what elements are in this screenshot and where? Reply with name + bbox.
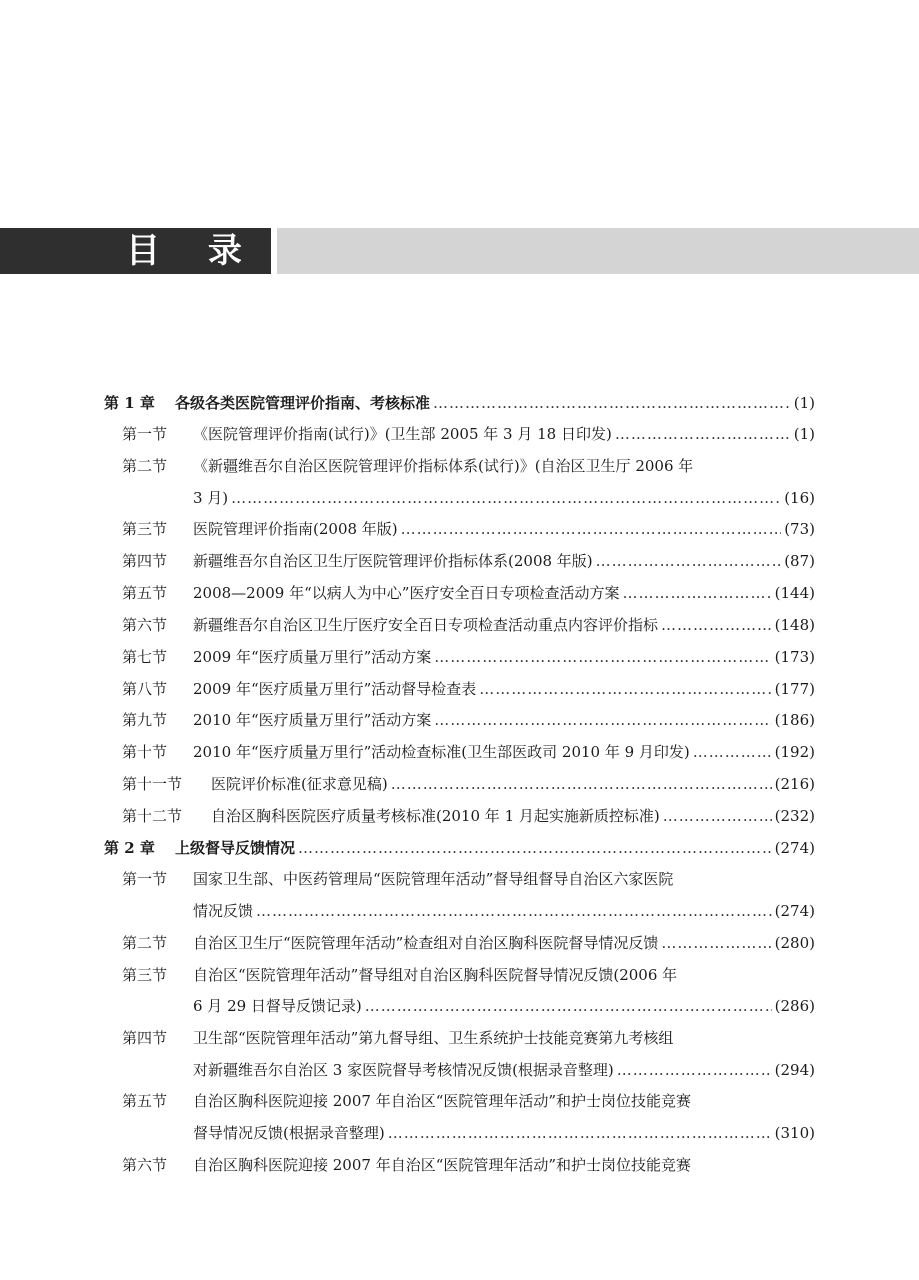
entry-title-continuation: 对新疆维吾尔自治区 3 家医院督导考核情况反馈(根据录音整理): [193, 1061, 614, 1079]
dot-leader: [693, 741, 772, 763]
dot-leader: [391, 773, 772, 795]
section-entry: [122, 614, 815, 636]
page-number: (73): [784, 520, 815, 538]
entry-label: 第八节: [122, 680, 168, 698]
entry-title: 医院评价标准(征求意见稿): [211, 775, 388, 793]
dot-leader: [663, 805, 772, 827]
dot-leader: [617, 1059, 772, 1081]
dot-leader: [231, 487, 781, 509]
dot-leader: [434, 709, 771, 731]
section-entry-continuation: [193, 900, 815, 922]
page-number: (274): [774, 839, 815, 857]
section-entry: [122, 709, 815, 731]
entry-label: 第四节: [122, 1029, 168, 1047]
entry-label: 第 2 章: [104, 839, 155, 857]
entry-title: 自治区胸科医院医疗质量考核标准(2010 年 1 月起实施新质控标准): [211, 807, 660, 825]
entry-label: 第十二节: [122, 807, 183, 825]
dot-leader: [615, 423, 791, 445]
entry-title: 各级各类医院管理评价指南、考核标准: [175, 394, 431, 412]
entry-title: 医院管理评价指南(2008 年版): [193, 520, 398, 538]
chapter-entry: [104, 837, 815, 859]
section-entry: [122, 550, 815, 572]
entry-label: 第九节: [122, 711, 168, 729]
entry-title: 2009 年“医疗质量万里行”活动督导检查表: [193, 680, 477, 698]
page-number: (173): [774, 648, 815, 666]
dot-leader: [596, 550, 782, 572]
section-entry-continuation: [193, 995, 815, 1017]
page-number: (232): [774, 807, 815, 825]
entry-title: 2010 年“医疗质量万里行”活动方案: [193, 711, 432, 729]
entry-title: 《医院管理评价指南(试行)》(卫生部 2005 年 3 月 18 日印发): [193, 425, 612, 443]
page-number: (280): [774, 934, 815, 952]
entry-label: 第七节: [122, 648, 168, 666]
page-number: (177): [774, 680, 815, 698]
section-entry: [122, 932, 815, 954]
section-entry: [122, 678, 815, 700]
entry-title: 卫生部“医院管理年活动”第九督导组、卫生系统护士技能竞赛第九考核组: [193, 1029, 674, 1047]
entry-label: 第二节: [122, 457, 168, 475]
entry-title: 《新疆维吾尔自治区医院管理评价指标体系(试行)》(自治区卫生厅 2006 年: [193, 457, 694, 475]
section-entry-continuation: [193, 487, 815, 509]
section-entry: [122, 646, 815, 668]
section-entry: [122, 518, 815, 540]
page-number: (286): [774, 997, 815, 1015]
section-entry: [122, 868, 673, 890]
page-number: (1): [793, 425, 815, 443]
section-entry-continuation: [193, 1059, 815, 1081]
section-entry: [122, 1090, 691, 1112]
entry-title-continuation: 6 月 29 日督导反馈记录): [193, 997, 362, 1015]
entry-title: 新疆维吾尔自治区卫生厅医疗安全百日专项检查活动重点内容评价指标: [193, 616, 659, 634]
section-entry: [122, 423, 815, 445]
entry-label: 第五节: [122, 584, 168, 602]
entry-label: 第一节: [122, 870, 168, 888]
dot-leader: [434, 646, 771, 668]
entry-label: 第二节: [122, 934, 168, 952]
entry-label: 第十节: [122, 743, 168, 761]
entry-label: 第三节: [122, 520, 168, 538]
toc-title: 目 录: [126, 231, 260, 271]
dot-leader: [661, 614, 772, 636]
section-entry: [122, 1027, 673, 1049]
entry-title-continuation: 情况反馈: [193, 902, 254, 920]
chapter-entry: [104, 392, 815, 414]
page-number: (148): [774, 616, 815, 634]
page-number: (16): [784, 489, 815, 507]
dot-leader: [622, 582, 771, 604]
entry-title: 新疆维吾尔自治区卫生厅医院管理评价指标体系(2008 年版): [193, 552, 593, 570]
dot-leader: [661, 932, 771, 954]
section-entry: [122, 805, 815, 827]
entry-title: 自治区胸科医院迎接 2007 年自治区“医院管理年活动”和护士岗位技能竞赛: [193, 1092, 692, 1110]
entry-label: 第一节: [122, 425, 168, 443]
entry-label: 第四节: [122, 552, 168, 570]
entry-title-continuation: 督导情况反馈(根据录音整理): [193, 1124, 385, 1142]
entry-title: 上级督导反馈情况: [175, 839, 296, 857]
entry-title: 2009 年“医疗质量万里行”活动方案: [193, 648, 432, 666]
page-number: (310): [774, 1124, 815, 1142]
entry-label: 第三节: [122, 966, 168, 984]
dot-leader: [479, 678, 771, 700]
dot-leader: [433, 392, 791, 414]
entry-title-continuation: 3 月): [193, 489, 229, 507]
dot-leader: [298, 837, 772, 859]
page-number: (192): [774, 743, 815, 761]
entry-title: 2010 年“医疗质量万里行”活动检查标准(卫生部医政司 2010 年 9 月印发): [193, 743, 690, 761]
entry-title: 国家卫生部、中医药管理局“医院管理年活动”督导组督导自治区六家医院: [193, 870, 674, 888]
page-number: (216): [774, 775, 815, 793]
entry-title: 自治区卫生厅“医院管理年活动”检查组对自治区胸科医院督导情况反馈: [193, 934, 659, 952]
entry-label: 第五节: [122, 1092, 168, 1110]
entry-title: 自治区“医院管理年活动”督导组对自治区胸科医院督导情况反馈(2006 年: [193, 966, 678, 984]
section-entry: [122, 582, 815, 604]
section-entry: [122, 773, 815, 795]
page-number: (274): [774, 902, 815, 920]
entry-title: 2008—2009 年“以病人为中心”医疗安全百日专项检查活动方案: [193, 584, 620, 602]
page-number: (1): [793, 394, 815, 412]
entry-label: 第六节: [122, 1156, 168, 1174]
entry-label: 第 1 章: [104, 394, 155, 412]
section-entry: [122, 1154, 691, 1176]
entry-title: 自治区胸科医院迎接 2007 年自治区“医院管理年活动”和护士岗位技能竞赛: [193, 1156, 692, 1174]
section-entry: [122, 741, 815, 763]
page-number: (87): [784, 552, 815, 570]
page-number: (294): [774, 1061, 815, 1079]
page-number: (186): [774, 711, 815, 729]
section-entry-continuation: [193, 1122, 815, 1144]
entry-label: 第六节: [122, 616, 168, 634]
section-entry: [122, 455, 693, 477]
section-entry: [122, 964, 677, 986]
entry-label: 第十一节: [122, 775, 183, 793]
dot-leader: [365, 995, 772, 1017]
dot-leader: [256, 900, 772, 922]
dot-leader: [388, 1122, 772, 1144]
dot-leader: [401, 518, 782, 540]
page-number: (144): [774, 584, 815, 602]
